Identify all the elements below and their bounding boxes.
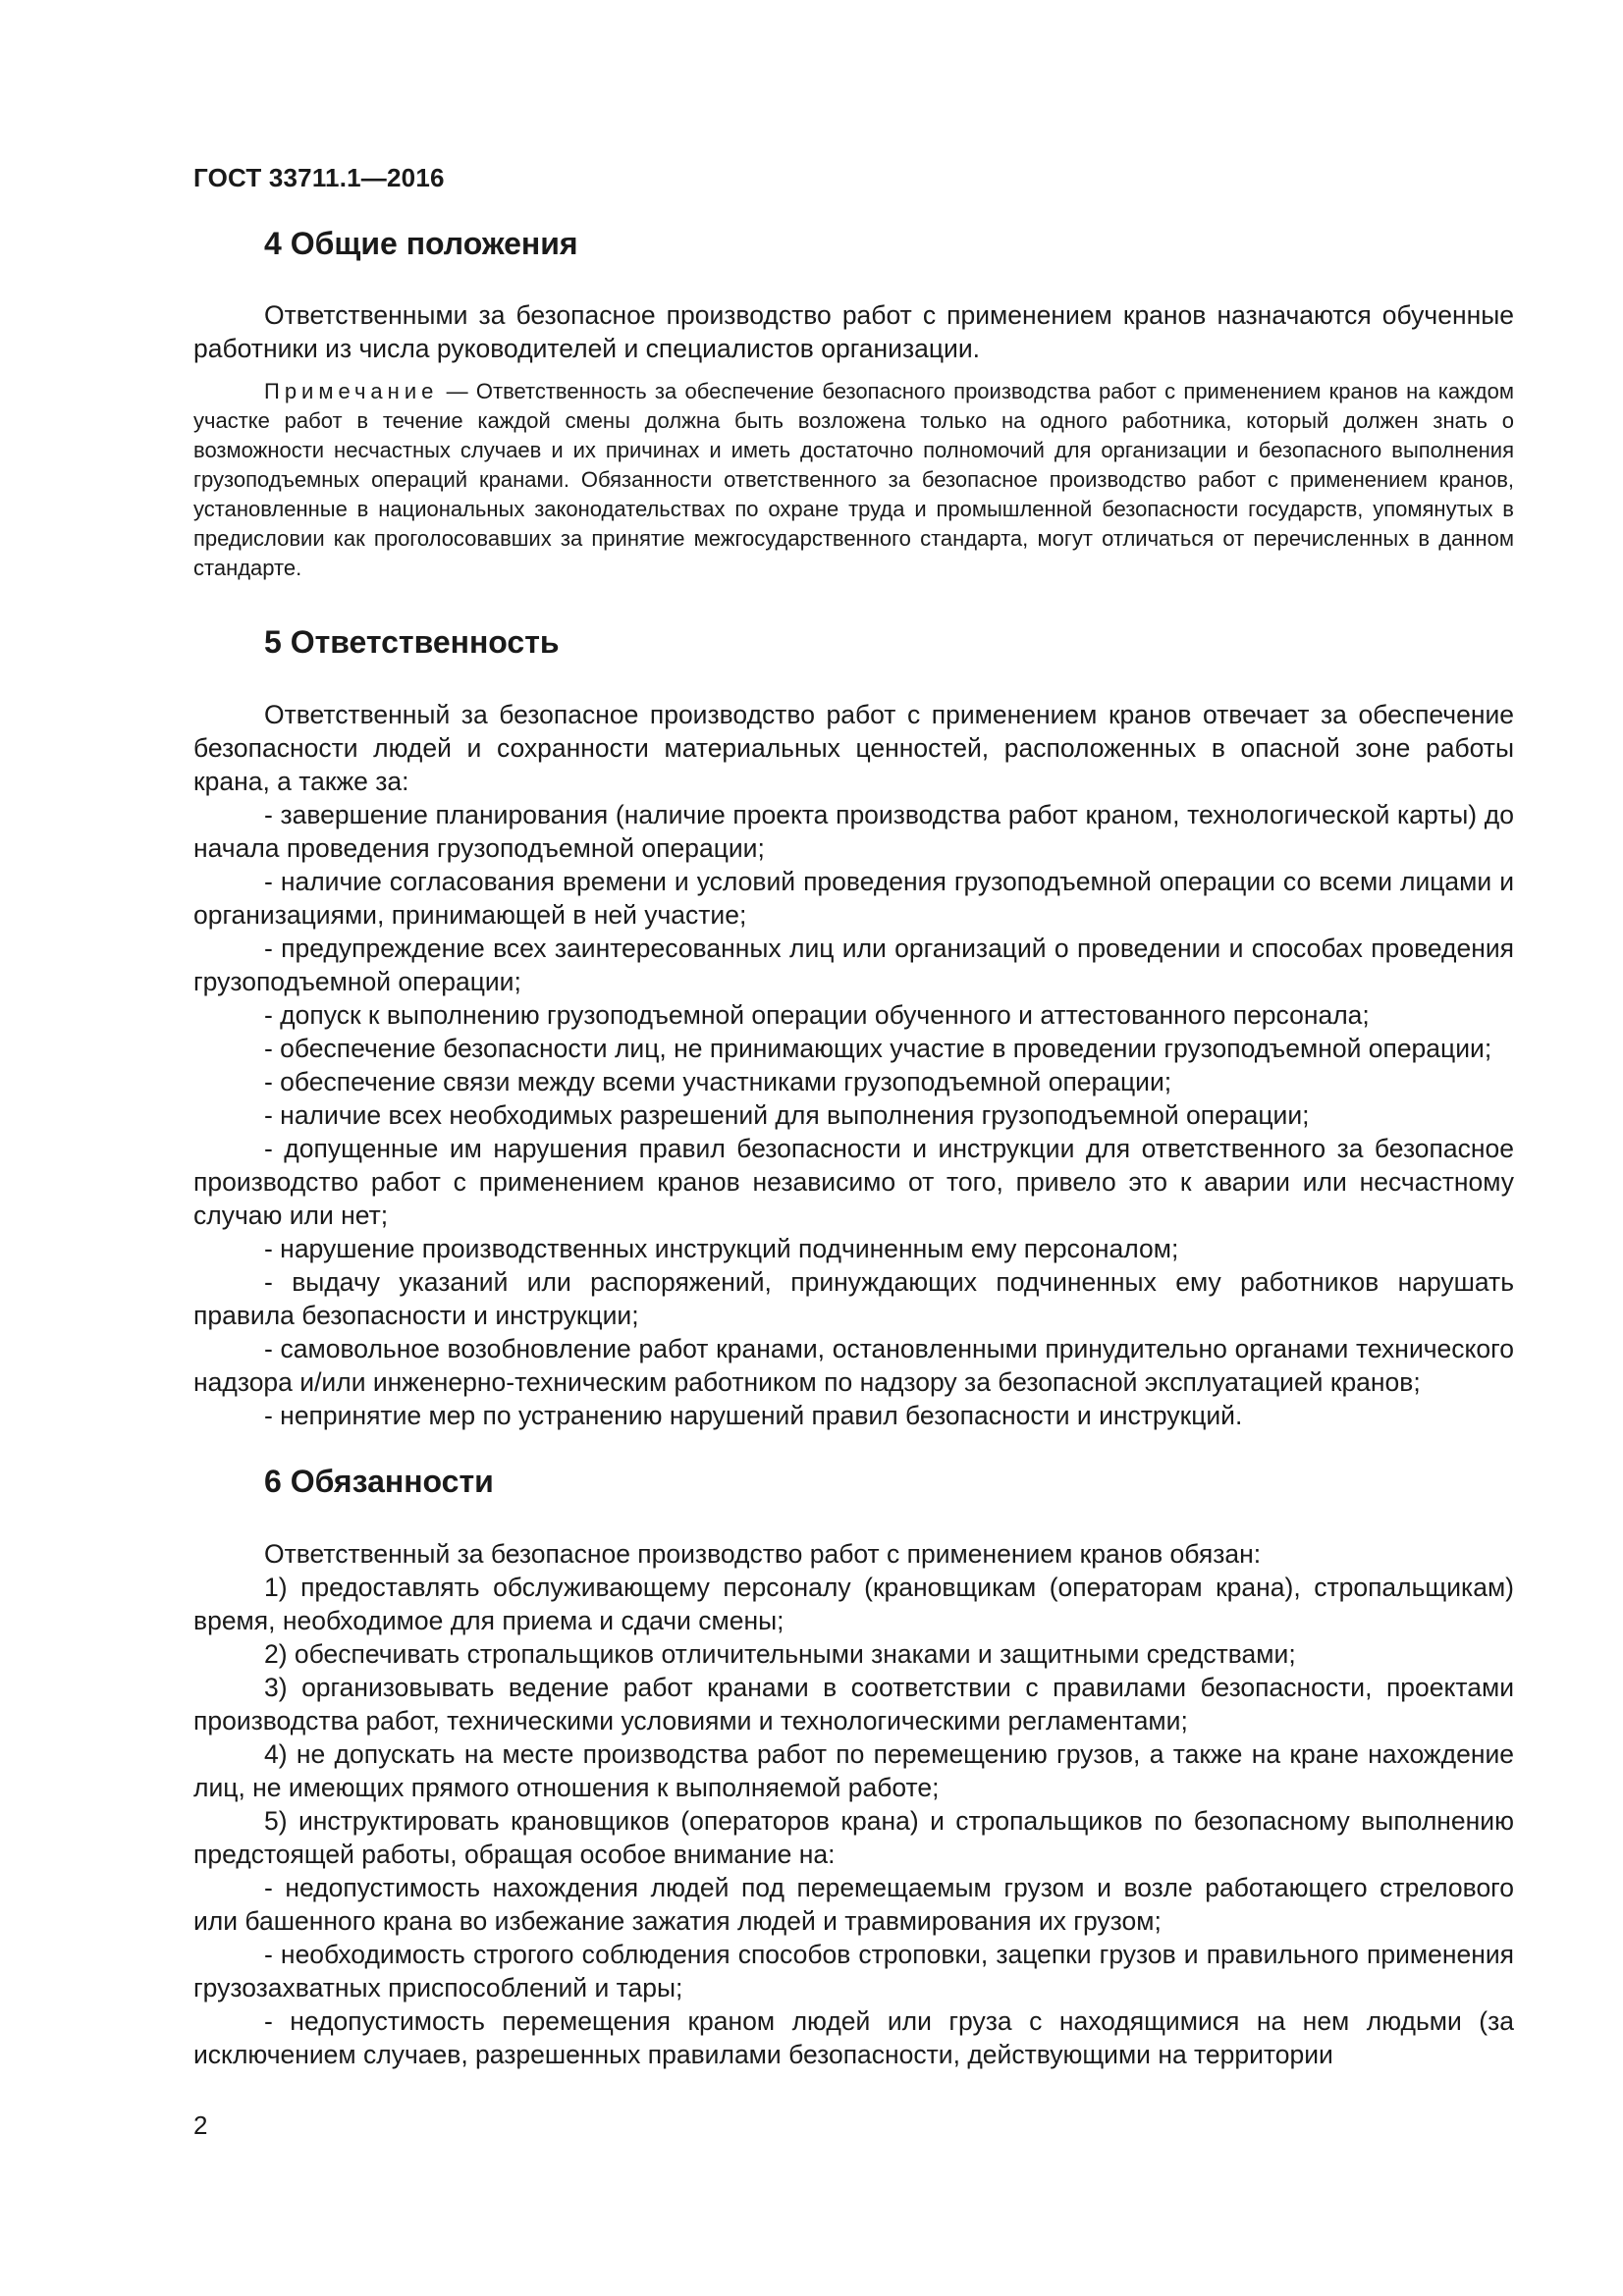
- list-item: - недопустимость перемещения краном людей или груза с находящимися на нем людьми (за исключением случаев, разрешенных правилами безопасности, действующими на территории: [193, 2006, 1514, 2069]
- section-heading: 4 Общие положения: [264, 226, 578, 261]
- list-item: - обеспечение связи между всеми участниками грузоподъемной операции;: [264, 1067, 1172, 1096]
- paragraph: Ответственный за безопасное производство работ с применением кранов отвечает за обеспечение безопасности людей и сохранности материальных ценностей, расположенных в опасной зоне работы крана, а также за:: [193, 700, 1514, 796]
- list-item: - наличие согласования времени и условий проведения грузоподъемной операции со всеми лицами и организациями, принимающей в ней участие;: [193, 867, 1514, 930]
- section-heading: 5 Ответственность: [264, 624, 560, 660]
- list-item: 3) организовывать ведение работ кранами в соответствии с правилами безопасности, проектами производства работ, техническими условиями и технологическими регламентами;: [193, 1673, 1514, 1735]
- section-heading: 6 Обязанности: [264, 1464, 494, 1499]
- list-item: - самовольное возобновление работ кранами, остановленными принудительно органами технического надзора и/или инженерно-техническим работником по надзору за безопасной эксплуатацией кранов;: [193, 1334, 1514, 1397]
- list-item: - обеспечение безопасности лиц, не принимающих участие в проведении грузоподъемной операции;: [264, 1034, 1492, 1063]
- list-item: - завершение планирования (наличие проекта производства работ краном, технологической карты) до начала проведения грузоподъемной операции;: [193, 800, 1514, 863]
- page-number: 2: [193, 2110, 208, 2140]
- list-item: 1) предоставлять обслуживающему персоналу (крановщикам (операторам крана), стропальщикам) время, необходимое для приема и сдачи смены;: [193, 1573, 1514, 1635]
- document-code-header: ГОСТ 33711.1—2016: [193, 163, 445, 192]
- section-responsibility: [193, 622, 1514, 1432]
- list-item: - нарушение производственных инструкций подчиненным ему персоналом;: [264, 1234, 1179, 1263]
- list-item: - недопустимость нахождения людей под перемещаемым грузом и возле работающего стрелового или башенного крана во избежание зажатия людей и травмирования их грузом;: [193, 1873, 1514, 1936]
- list-item: 2) обеспечивать стропальщиков отличительными знаками и защитными средствами;: [264, 1639, 1296, 1669]
- list-item: - выдачу указаний или распоряжений, принуждающих подчиненных ему работников нарушать правила безопасности и инструкции;: [193, 1267, 1514, 1330]
- list-item: - наличие всех необходимых разрешений для выполнения грузоподъемной операции;: [264, 1100, 1310, 1130]
- section-duties: [193, 1462, 1514, 2071]
- list-item: 4) не допускать на месте производства работ по перемещению грузов, а также на кране нахождение лиц, не имеющих прямого отношения к выполняемой работе;: [193, 1739, 1514, 1802]
- note-text: — Ответственность за обеспечение безопасного производства работ с применением кранов на каждом участке работ в течение каждой смены должна быть возложена только на одного работника, который должен знать о возможности несчастных случаев и их причинах и иметь достаточно полномочий для организации и безопасного выполнения грузоподъемных операций кранами. Обязанности ответственного за безопасное производство работ с применением кранов, установленные в национальных законодательствах по охране труда и промышленной безопасности государств, упомянутых в предисловии как проголосовавших за принятие межгосударственного стандарта, могут отличаться от перечисленных в данном стандарте.: [193, 379, 1514, 580]
- list-item: - допуск к выполнению грузоподъемной операции обученного и аттестованного персонала;: [264, 1000, 1370, 1030]
- list-item: - допущенные им нарушения правил безопасности и инструкции для ответственного за безопасное производство работ с применением кранов независимо от того, привело это к аварии или несчастному случаю или нет;: [193, 1134, 1514, 1230]
- note: [193, 377, 1514, 583]
- list-item: 5) инструктировать крановщиков (операторов крана) и стропальщиков по безопасному выполнению предстоящей работы, обращая особое внимание на:: [193, 1806, 1514, 1869]
- list-item: - непринятие мер по устранению нарушений правил безопасности и инструкций.: [264, 1401, 1243, 1430]
- paragraph: Ответственный за безопасное производство работ с применением кранов обязан:: [264, 1539, 1262, 1569]
- page-content: [193, 224, 1514, 2071]
- list-item: - необходимость строгого соблюдения способов строповки, зацепки грузов и правильного применения грузозахватных приспособлений и тары;: [193, 1940, 1514, 2002]
- list-item: - предупреждение всех заинтересованных лиц или организаций о проведении и способах проведения грузоподъемной операции;: [193, 934, 1514, 996]
- section-general-provisions: [193, 224, 1514, 583]
- note-label: Примечание: [264, 379, 439, 403]
- paragraph: Ответственными за безопасное производство работ с применением кранов назначаются обученные работники из числа руководителей и специалистов организации.: [193, 300, 1514, 363]
